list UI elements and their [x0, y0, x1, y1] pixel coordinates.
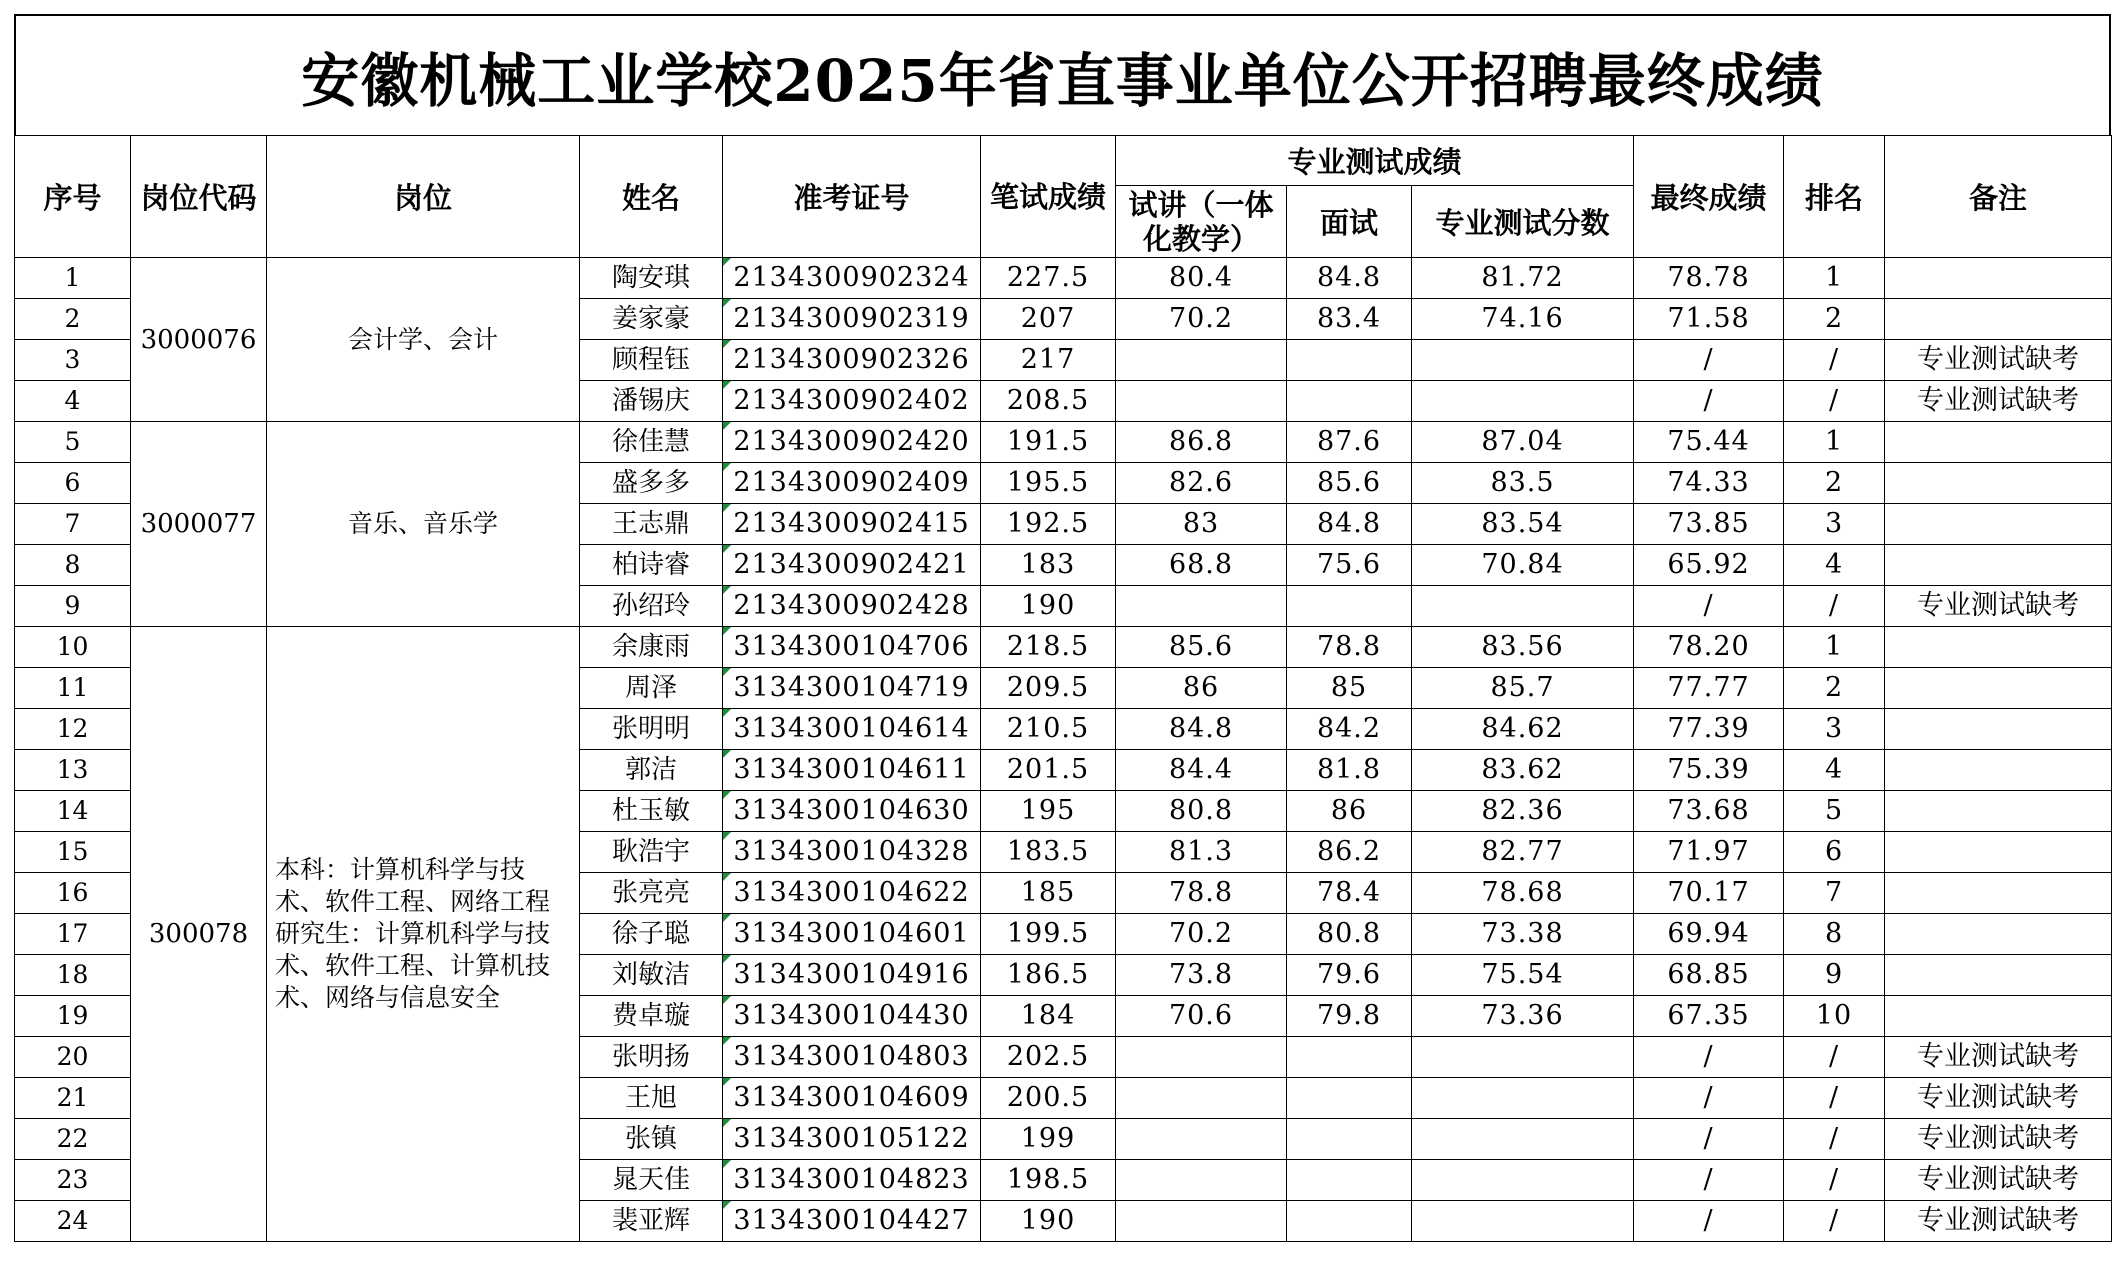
cell-note[interactable]: 专业测试缺考: [1885, 586, 2112, 627]
header-code[interactable]: 岗位代码: [131, 136, 267, 258]
cell-prof-score[interactable]: [1412, 381, 1634, 422]
cell-prof-score[interactable]: [1412, 1201, 1634, 1242]
cell-note[interactable]: [1885, 258, 2112, 299]
cell-final-score[interactable]: 77.39: [1634, 709, 1784, 750]
cell-ticket-number[interactable]: 2134300902319: [723, 299, 981, 340]
cell-lecture-score[interactable]: 68.8: [1116, 545, 1287, 586]
cell-ticket-number[interactable]: 3134300104609: [723, 1078, 981, 1119]
cell-interview-score[interactable]: [1287, 1160, 1412, 1201]
cell-final-score[interactable]: 65.92: [1634, 545, 1784, 586]
cell-ticket-number[interactable]: 2134300902326: [723, 340, 981, 381]
cell-interview-score[interactable]: [1287, 340, 1412, 381]
header-final[interactable]: 最终成绩: [1634, 136, 1784, 258]
cell-seq[interactable]: 20: [15, 1037, 131, 1078]
cell-prof-score[interactable]: [1412, 1160, 1634, 1201]
cell-note[interactable]: [1885, 791, 2112, 832]
cell-final-score[interactable]: 71.58: [1634, 299, 1784, 340]
cell-seq[interactable]: 9: [15, 586, 131, 627]
cell-lecture-score[interactable]: 78.8: [1116, 873, 1287, 914]
cell-lecture-score[interactable]: 84.8: [1116, 709, 1287, 750]
cell-seq[interactable]: 13: [15, 750, 131, 791]
cell-prof-score[interactable]: [1412, 1037, 1634, 1078]
cell-interview-score[interactable]: [1287, 1201, 1412, 1242]
cell-interview-score[interactable]: 80.8: [1287, 914, 1412, 955]
cell-ticket-number[interactable]: 2134300902324: [723, 258, 981, 299]
cell-name[interactable]: 晁天佳: [580, 1160, 723, 1201]
cell-seq[interactable]: 21: [15, 1078, 131, 1119]
cell-ticket-number[interactable]: 3134300104601: [723, 914, 981, 955]
cell-seq[interactable]: 10: [15, 627, 131, 668]
cell-lecture-score[interactable]: 84.4: [1116, 750, 1287, 791]
cell-written-score[interactable]: 191.5: [981, 422, 1116, 463]
cell-seq[interactable]: 14: [15, 791, 131, 832]
cell-lecture-score[interactable]: 70.2: [1116, 299, 1287, 340]
cell-prof-score[interactable]: 75.54: [1412, 955, 1634, 996]
cell-prof-score[interactable]: 87.04: [1412, 422, 1634, 463]
cell-seq[interactable]: 19: [15, 996, 131, 1037]
cell-ticket-number[interactable]: 2134300902402: [723, 381, 981, 422]
cell-final-score[interactable]: /: [1634, 381, 1784, 422]
cell-interview-score[interactable]: 83.4: [1287, 299, 1412, 340]
header-note[interactable]: 备注: [1885, 136, 2112, 258]
cell-rank[interactable]: 3: [1784, 504, 1885, 545]
cell-interview-score[interactable]: 81.8: [1287, 750, 1412, 791]
cell-lecture-score[interactable]: [1116, 1119, 1287, 1160]
cell-note[interactable]: 专业测试缺考: [1885, 1037, 2112, 1078]
cell-prof-score[interactable]: [1412, 586, 1634, 627]
cell-prof-score[interactable]: [1412, 340, 1634, 381]
cell-prof-score[interactable]: [1412, 1119, 1634, 1160]
cell-final-score[interactable]: 78.20: [1634, 627, 1784, 668]
cell-rank[interactable]: 9: [1784, 955, 1885, 996]
header-prof-score[interactable]: 专业测试分数: [1412, 186, 1634, 258]
cell-note[interactable]: [1885, 832, 2112, 873]
cell-ticket-number[interactable]: 3134300104630: [723, 791, 981, 832]
cell-interview-score[interactable]: 87.6: [1287, 422, 1412, 463]
cell-written-score[interactable]: 201.5: [981, 750, 1116, 791]
cell-position-code[interactable]: 300078: [131, 627, 267, 1242]
cell-interview-score[interactable]: 78.4: [1287, 873, 1412, 914]
cell-final-score[interactable]: 68.85: [1634, 955, 1784, 996]
cell-note[interactable]: [1885, 627, 2112, 668]
cell-lecture-score[interactable]: [1116, 1160, 1287, 1201]
cell-seq[interactable]: 18: [15, 955, 131, 996]
cell-lecture-score[interactable]: [1116, 340, 1287, 381]
cell-written-score[interactable]: 199.5: [981, 914, 1116, 955]
cell-interview-score[interactable]: 84.8: [1287, 258, 1412, 299]
cell-lecture-score[interactable]: 70.2: [1116, 914, 1287, 955]
cell-seq[interactable]: 11: [15, 668, 131, 709]
cell-lecture-score[interactable]: 85.6: [1116, 627, 1287, 668]
cell-note[interactable]: [1885, 996, 2112, 1037]
cell-written-score[interactable]: 190: [981, 586, 1116, 627]
cell-note[interactable]: 专业测试缺考: [1885, 381, 2112, 422]
cell-position[interactable]: 音乐、音乐学: [267, 422, 580, 627]
cell-note[interactable]: [1885, 463, 2112, 504]
cell-ticket-number[interactable]: 3134300104916: [723, 955, 981, 996]
cell-final-score[interactable]: 70.17: [1634, 873, 1784, 914]
cell-name[interactable]: 柏诗睿: [580, 545, 723, 586]
cell-written-score[interactable]: 195: [981, 791, 1116, 832]
cell-interview-score[interactable]: [1287, 381, 1412, 422]
cell-interview-score[interactable]: [1287, 1078, 1412, 1119]
cell-prof-score[interactable]: 83.5: [1412, 463, 1634, 504]
cell-name[interactable]: 王旭: [580, 1078, 723, 1119]
cell-name[interactable]: 耿浩宇: [580, 832, 723, 873]
cell-interview-score[interactable]: 85.6: [1287, 463, 1412, 504]
cell-interview-score[interactable]: [1287, 1037, 1412, 1078]
cell-interview-score[interactable]: 79.8: [1287, 996, 1412, 1037]
cell-ticket-number[interactable]: 3134300104706: [723, 627, 981, 668]
cell-lecture-score[interactable]: [1116, 586, 1287, 627]
cell-name[interactable]: 张明扬: [580, 1037, 723, 1078]
cell-written-score[interactable]: 210.5: [981, 709, 1116, 750]
cell-written-score[interactable]: 202.5: [981, 1037, 1116, 1078]
cell-ticket-number[interactable]: 3134300104430: [723, 996, 981, 1037]
cell-rank[interactable]: /: [1784, 1037, 1885, 1078]
cell-prof-score[interactable]: 83.62: [1412, 750, 1634, 791]
cell-prof-score[interactable]: 82.36: [1412, 791, 1634, 832]
cell-name[interactable]: 顾程钰: [580, 340, 723, 381]
cell-seq[interactable]: 22: [15, 1119, 131, 1160]
cell-name[interactable]: 张镇: [580, 1119, 723, 1160]
cell-written-score[interactable]: 227.5: [981, 258, 1116, 299]
cell-lecture-score[interactable]: 73.8: [1116, 955, 1287, 996]
cell-prof-score[interactable]: 78.68: [1412, 873, 1634, 914]
cell-lecture-score[interactable]: 70.6: [1116, 996, 1287, 1037]
cell-written-score[interactable]: 199: [981, 1119, 1116, 1160]
cell-seq[interactable]: 12: [15, 709, 131, 750]
cell-interview-score[interactable]: [1287, 586, 1412, 627]
cell-rank[interactable]: 4: [1784, 545, 1885, 586]
cell-final-score[interactable]: 71.97: [1634, 832, 1784, 873]
cell-prof-score[interactable]: 74.16: [1412, 299, 1634, 340]
cell-final-score[interactable]: /: [1634, 1078, 1784, 1119]
cell-final-score[interactable]: /: [1634, 1201, 1784, 1242]
cell-seq[interactable]: 7: [15, 504, 131, 545]
cell-rank[interactable]: /: [1784, 586, 1885, 627]
cell-interview-score[interactable]: 79.6: [1287, 955, 1412, 996]
cell-seq[interactable]: 6: [15, 463, 131, 504]
cell-final-score[interactable]: 75.44: [1634, 422, 1784, 463]
cell-rank[interactable]: 10: [1784, 996, 1885, 1037]
cell-note[interactable]: 专业测试缺考: [1885, 340, 2112, 381]
cell-ticket-number[interactable]: 3134300104611: [723, 750, 981, 791]
cell-written-score[interactable]: 198.5: [981, 1160, 1116, 1201]
header-lecture[interactable]: 试讲（一体化教学）: [1116, 186, 1287, 258]
cell-final-score[interactable]: 74.33: [1634, 463, 1784, 504]
cell-seq[interactable]: 17: [15, 914, 131, 955]
cell-position-code[interactable]: 3000077: [131, 422, 267, 627]
cell-name[interactable]: 徐佳慧: [580, 422, 723, 463]
title-cell: [14, 14, 2111, 135]
cell-rank[interactable]: /: [1784, 340, 1885, 381]
cell-written-score[interactable]: 218.5: [981, 627, 1116, 668]
cell-lecture-score[interactable]: [1116, 1037, 1287, 1078]
cell-position-code[interactable]: 3000076: [131, 258, 267, 422]
cell-lecture-score[interactable]: 81.3: [1116, 832, 1287, 873]
cell-name[interactable]: 孙绍玲: [580, 586, 723, 627]
cell-name[interactable]: 余康雨: [580, 627, 723, 668]
cell-seq[interactable]: 15: [15, 832, 131, 873]
cell-rank[interactable]: /: [1784, 1201, 1885, 1242]
cell-note[interactable]: [1885, 750, 2112, 791]
cell-ticket-number[interactable]: 2134300902420: [723, 422, 981, 463]
cell-prof-score[interactable]: 83.54: [1412, 504, 1634, 545]
cell-name[interactable]: 刘敏洁: [580, 955, 723, 996]
cell-note[interactable]: [1885, 299, 2112, 340]
cell-note[interactable]: [1885, 504, 2112, 545]
cell-final-score[interactable]: /: [1634, 586, 1784, 627]
header-position[interactable]: 岗位: [267, 136, 580, 258]
results-table: [14, 135, 2112, 1242]
cell-note[interactable]: [1885, 709, 2112, 750]
cell-lecture-score[interactable]: 86.8: [1116, 422, 1287, 463]
cell-note[interactable]: [1885, 422, 2112, 463]
cell-seq[interactable]: 8: [15, 545, 131, 586]
cell-rank[interactable]: /: [1784, 1078, 1885, 1119]
cell-name[interactable]: 裴亚辉: [580, 1201, 723, 1242]
cell-ticket-number[interactable]: 3134300105122: [723, 1119, 981, 1160]
cell-note[interactable]: 专业测试缺考: [1885, 1078, 2112, 1119]
cell-final-score[interactable]: 77.77: [1634, 668, 1784, 709]
cell-position[interactable]: 本科：计算机科学与技术、软件工程、网络工程研究生：计算机科学与技术、软件工程、计算机技术、网络与信息安全: [267, 627, 580, 1242]
cell-name[interactable]: 张亮亮: [580, 873, 723, 914]
cell-ticket-number[interactable]: 3134300104622: [723, 873, 981, 914]
cell-final-score[interactable]: /: [1634, 1160, 1784, 1201]
cell-written-score[interactable]: 184: [981, 996, 1116, 1037]
cell-prof-score[interactable]: 73.36: [1412, 996, 1634, 1037]
cell-rank[interactable]: 1: [1784, 258, 1885, 299]
cell-name[interactable]: 盛多多: [580, 463, 723, 504]
cell-written-score[interactable]: 207: [981, 299, 1116, 340]
cell-final-score[interactable]: 69.94: [1634, 914, 1784, 955]
cell-written-score[interactable]: 195.5: [981, 463, 1116, 504]
cell-final-score[interactable]: 75.39: [1634, 750, 1784, 791]
table-row: [15, 422, 2112, 463]
header-rank[interactable]: 排名: [1784, 136, 1885, 258]
cell-note[interactable]: [1885, 914, 2112, 955]
cell-name[interactable]: 陶安琪: [580, 258, 723, 299]
cell-seq[interactable]: 23: [15, 1160, 131, 1201]
cell-final-score[interactable]: 73.85: [1634, 504, 1784, 545]
cell-rank[interactable]: /: [1784, 1119, 1885, 1160]
cell-rank[interactable]: 4: [1784, 750, 1885, 791]
cell-position[interactable]: 会计学、会计: [267, 258, 580, 422]
cell-rank[interactable]: 2: [1784, 463, 1885, 504]
cell-ticket-number[interactable]: 2134300902421: [723, 545, 981, 586]
cell-written-score[interactable]: 209.5: [981, 668, 1116, 709]
cell-rank[interactable]: 1: [1784, 422, 1885, 463]
cell-written-score[interactable]: 208.5: [981, 381, 1116, 422]
cell-name[interactable]: 费卓璇: [580, 996, 723, 1037]
cell-written-score[interactable]: 185: [981, 873, 1116, 914]
cell-note[interactable]: 专业测试缺考: [1885, 1201, 2112, 1242]
cell-rank[interactable]: /: [1784, 381, 1885, 422]
cell-lecture-score[interactable]: [1116, 1201, 1287, 1242]
spreadsheet-sheet: [14, 14, 2111, 1242]
cell-rank[interactable]: 7: [1784, 873, 1885, 914]
cell-prof-score[interactable]: 83.56: [1412, 627, 1634, 668]
cell-written-score[interactable]: 186.5: [981, 955, 1116, 996]
cell-seq[interactable]: 16: [15, 873, 131, 914]
cell-written-score[interactable]: 183: [981, 545, 1116, 586]
cell-rank[interactable]: 5: [1784, 791, 1885, 832]
cell-interview-score[interactable]: 84.8: [1287, 504, 1412, 545]
cell-prof-score[interactable]: [1412, 1078, 1634, 1119]
cell-rank[interactable]: /: [1784, 1160, 1885, 1201]
cell-prof-score[interactable]: 84.62: [1412, 709, 1634, 750]
cell-name[interactable]: 郭洁: [580, 750, 723, 791]
cell-rank[interactable]: 2: [1784, 668, 1885, 709]
cell-final-score[interactable]: 78.78: [1634, 258, 1784, 299]
cell-lecture-score[interactable]: 80.8: [1116, 791, 1287, 832]
cell-written-score[interactable]: 190: [981, 1201, 1116, 1242]
cell-lecture-score[interactable]: 86: [1116, 668, 1287, 709]
header-written[interactable]: 笔试成绩: [981, 136, 1116, 258]
cell-ticket-number[interactable]: 3134300104614: [723, 709, 981, 750]
cell-name[interactable]: 潘锡庆: [580, 381, 723, 422]
cell-ticket-number[interactable]: 3134300104328: [723, 832, 981, 873]
cell-written-score[interactable]: 217: [981, 340, 1116, 381]
cell-note[interactable]: 专业测试缺考: [1885, 1160, 2112, 1201]
cell-ticket-number[interactable]: 2134300902428: [723, 586, 981, 627]
cell-interview-score[interactable]: 75.6: [1287, 545, 1412, 586]
cell-lecture-score[interactable]: 80.4: [1116, 258, 1287, 299]
cell-note[interactable]: [1885, 873, 2112, 914]
cell-interview-score[interactable]: 85: [1287, 668, 1412, 709]
cell-rank[interactable]: 6: [1784, 832, 1885, 873]
cell-prof-score[interactable]: 85.7: [1412, 668, 1634, 709]
cell-rank[interactable]: 1: [1784, 627, 1885, 668]
cell-rank[interactable]: 3: [1784, 709, 1885, 750]
cell-written-score[interactable]: 183.5: [981, 832, 1116, 873]
header-prof-group[interactable]: 专业测试成绩: [1116, 136, 1634, 186]
cell-name[interactable]: 姜家豪: [580, 299, 723, 340]
cell-note[interactable]: [1885, 955, 2112, 996]
cell-final-score[interactable]: /: [1634, 340, 1784, 381]
cell-written-score[interactable]: 192.5: [981, 504, 1116, 545]
cell-ticket-number[interactable]: 3134300104823: [723, 1160, 981, 1201]
cell-prof-score[interactable]: 82.77: [1412, 832, 1634, 873]
cell-seq[interactable]: 5: [15, 422, 131, 463]
cell-lecture-score[interactable]: [1116, 1078, 1287, 1119]
cell-seq[interactable]: 2: [15, 299, 131, 340]
header-interview[interactable]: 面试: [1287, 186, 1412, 258]
header-ticket[interactable]: 准考证号: [723, 136, 981, 258]
cell-rank[interactable]: 2: [1784, 299, 1885, 340]
cell-prof-score[interactable]: 70.84: [1412, 545, 1634, 586]
cell-seq[interactable]: 1: [15, 258, 131, 299]
cell-final-score[interactable]: /: [1634, 1037, 1784, 1078]
page-title: 安徽机械工业学校2025年省直事业单位公开招聘最终成绩: [301, 46, 1824, 115]
cell-note[interactable]: 专业测试缺考: [1885, 1119, 2112, 1160]
cell-note[interactable]: [1885, 545, 2112, 586]
cell-final-score[interactable]: 67.35: [1634, 996, 1784, 1037]
cell-name[interactable]: 周泽: [580, 668, 723, 709]
cell-prof-score[interactable]: 81.72: [1412, 258, 1634, 299]
header-seq[interactable]: 序号: [15, 136, 131, 258]
cell-ticket-number[interactable]: 2134300902409: [723, 463, 981, 504]
table-row: [15, 258, 2112, 299]
cell-seq[interactable]: 3: [15, 340, 131, 381]
cell-ticket-number[interactable]: 3134300104427: [723, 1201, 981, 1242]
cell-interview-score[interactable]: 86: [1287, 791, 1412, 832]
cell-final-score[interactable]: /: [1634, 1119, 1784, 1160]
cell-written-score[interactable]: 200.5: [981, 1078, 1116, 1119]
cell-lecture-score[interactable]: 83: [1116, 504, 1287, 545]
cell-lecture-score[interactable]: [1116, 381, 1287, 422]
cell-interview-score[interactable]: 78.8: [1287, 627, 1412, 668]
cell-name[interactable]: 杜玉敏: [580, 791, 723, 832]
header-name[interactable]: 姓名: [580, 136, 723, 258]
cell-prof-score[interactable]: 73.38: [1412, 914, 1634, 955]
cell-ticket-number[interactable]: 2134300902415: [723, 504, 981, 545]
table-row: [15, 627, 2112, 668]
cell-note[interactable]: [1885, 668, 2112, 709]
cell-ticket-number[interactable]: 3134300104719: [723, 668, 981, 709]
cell-ticket-number[interactable]: 3134300104803: [723, 1037, 981, 1078]
cell-lecture-score[interactable]: 82.6: [1116, 463, 1287, 504]
table-body: [15, 258, 2112, 1242]
cell-interview-score[interactable]: 84.2: [1287, 709, 1412, 750]
cell-interview-score[interactable]: [1287, 1119, 1412, 1160]
cell-seq[interactable]: 4: [15, 381, 131, 422]
cell-name[interactable]: 徐子聪: [580, 914, 723, 955]
cell-rank[interactable]: 8: [1784, 914, 1885, 955]
cell-name[interactable]: 张明明: [580, 709, 723, 750]
cell-name[interactable]: 王志鼎: [580, 504, 723, 545]
cell-interview-score[interactable]: 86.2: [1287, 832, 1412, 873]
cell-final-score[interactable]: 73.68: [1634, 791, 1784, 832]
cell-seq[interactable]: 24: [15, 1201, 131, 1242]
